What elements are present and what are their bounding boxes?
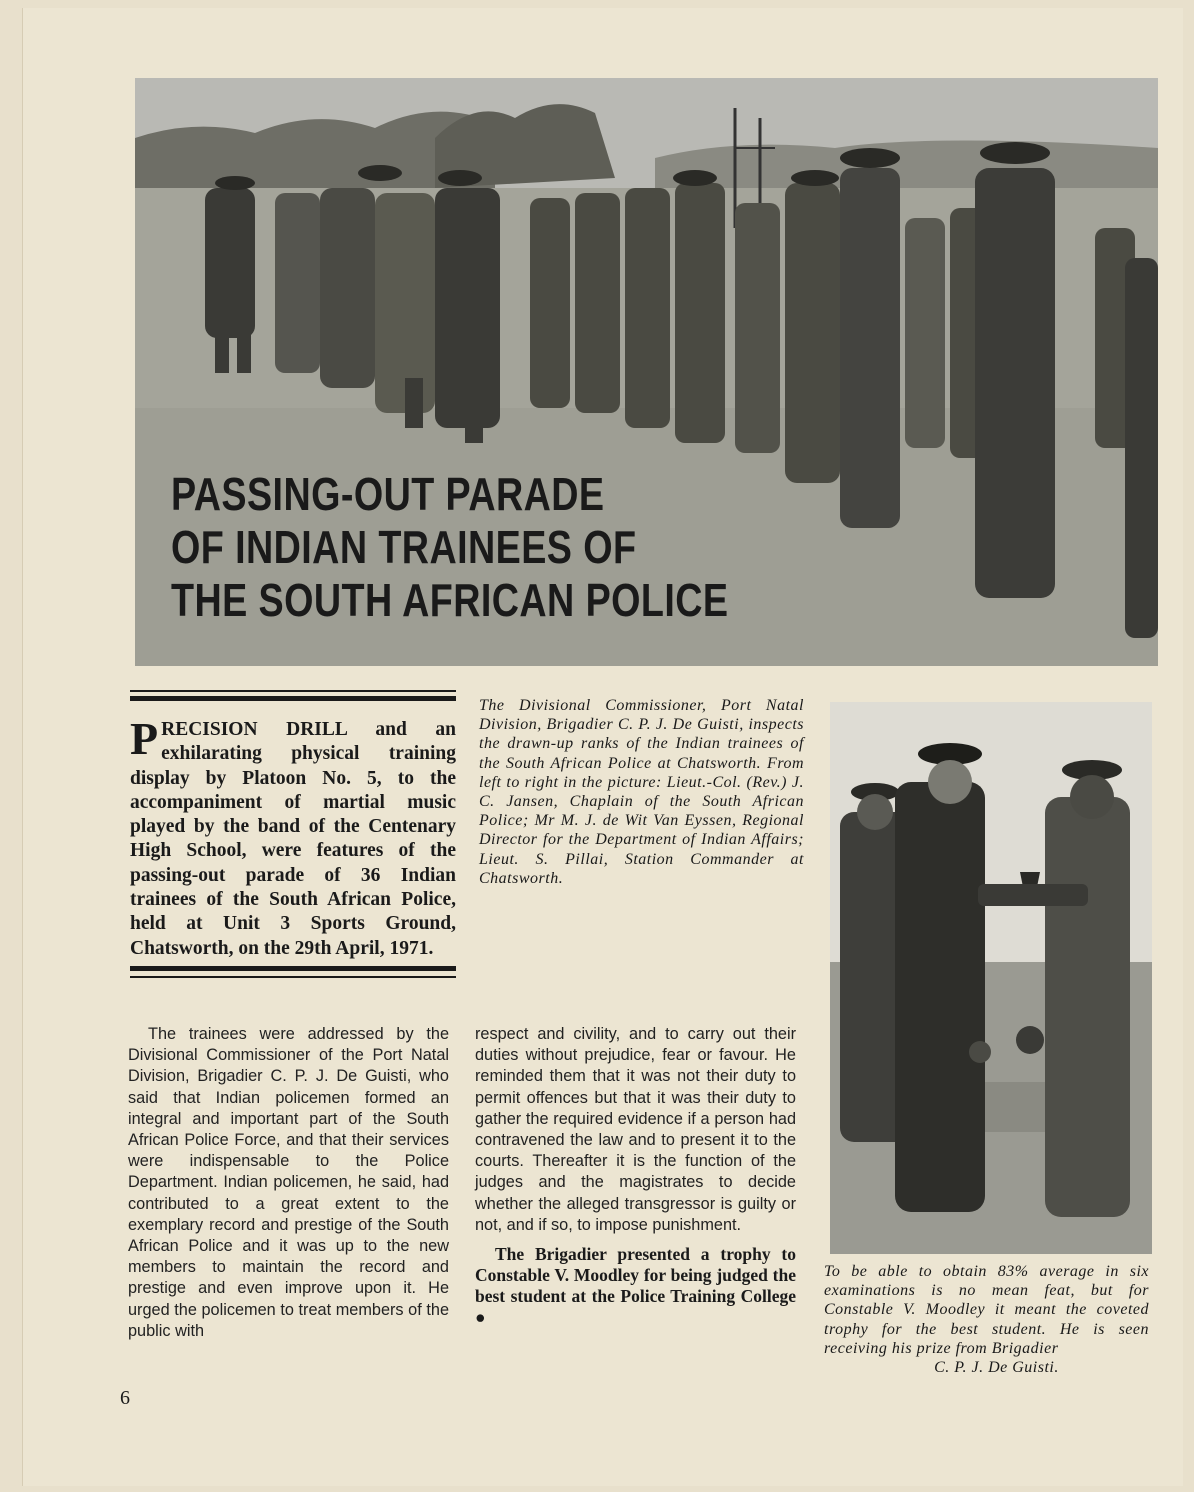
article-title bbox=[171, 468, 728, 627]
title-line-1: PASSING-OUT PARADE bbox=[171, 468, 605, 520]
intro-rule-bottom-thick bbox=[130, 966, 456, 971]
trophy-statement: The Brigadier presented a trophy to Constable V. Moodley for being judged the best student at the Police Training College ● bbox=[475, 1244, 796, 1328]
trophy-photo-illustration bbox=[830, 702, 1152, 1254]
parade-photo bbox=[135, 78, 1158, 666]
body-column-2-text: respect and civility, and to carry out their duties without prejudice, fear or favour. He reminded them that it was not their duty to permit offences but that it was their duty to gather the required evidence if a person had contravened the law and to present it to the courts. Thereafter it is the function of the judges and the magistrates to decide whether the alleged transgressor is guilty or not, and if so, to impose punishment. bbox=[475, 1025, 796, 1234]
intro-rule-top bbox=[130, 690, 456, 692]
intro-text: RECISION DRILL and an exhilarating physical training display by Platoon No. 5, to the accompaniment of martial music played by the band of the Centenary High School, were features of the passing-out parade of 36 Indian trainees of the South African Police, held at Unit 3 Sports Ground, Chatsworth, on the 29th April, 1971. bbox=[130, 719, 456, 959]
parade-photo-caption: The Divisional Commissioner, Port Natal Division, Brigadier C. P. J. De Guisti, inspects the drawn-up ranks of the Indian trainees of the South African Police at Chatsworth. From left to right in the picture: Lieut.-Col. (Rev.) J. C. Jansen, Chaplain of the South African Police; Mr M. J. de Wit Van Eyssen, Regional Director for the Department of Indian Affairs; Lieut. S. Pillai, Station Commander at Chatsworth. bbox=[479, 697, 804, 887]
trophy-caption-name: C. P. J. De Guisti. bbox=[934, 1359, 1059, 1377]
body-column-1: The trainees were addressed by the Divisional Commissioner of the Port Natal Division, Brigadier C. P. J. De Guisti, who said that Indian policemen formed an integral and important part of the South African Police Force, and that their services were indispensable to the Police Department. Indian policemen, he said, had contributed to a great extent to the exemplary record and prestige of the South African Police and it was up to the new members to maintain the record and prestige and even improve upon it. He urged the policemen to treat members of the public with bbox=[128, 1025, 449, 1340]
page-number: 6 bbox=[120, 1387, 130, 1409]
trophy-caption-text: To be able to obtain 83% average in six examinations is no mean feat, but for Constable V. Moodley it meant the coveted trophy for the best student. He is seen receiving his prize from Brigadier bbox=[824, 1263, 1149, 1357]
intro-rule-bottom bbox=[130, 976, 456, 978]
drop-cap: P bbox=[130, 713, 159, 764]
trophy-photo bbox=[830, 702, 1152, 1254]
body-column-2 bbox=[475, 1024, 796, 1328]
title-line-2: OF INDIAN TRAINEES OF bbox=[171, 521, 637, 573]
intro-paragraph bbox=[130, 713, 456, 961]
intro-rule-top-thick bbox=[130, 696, 456, 701]
trophy-photo-caption bbox=[824, 1262, 1149, 1377]
title-line-3: THE SOUTH AFRICAN POLICE bbox=[171, 574, 729, 626]
